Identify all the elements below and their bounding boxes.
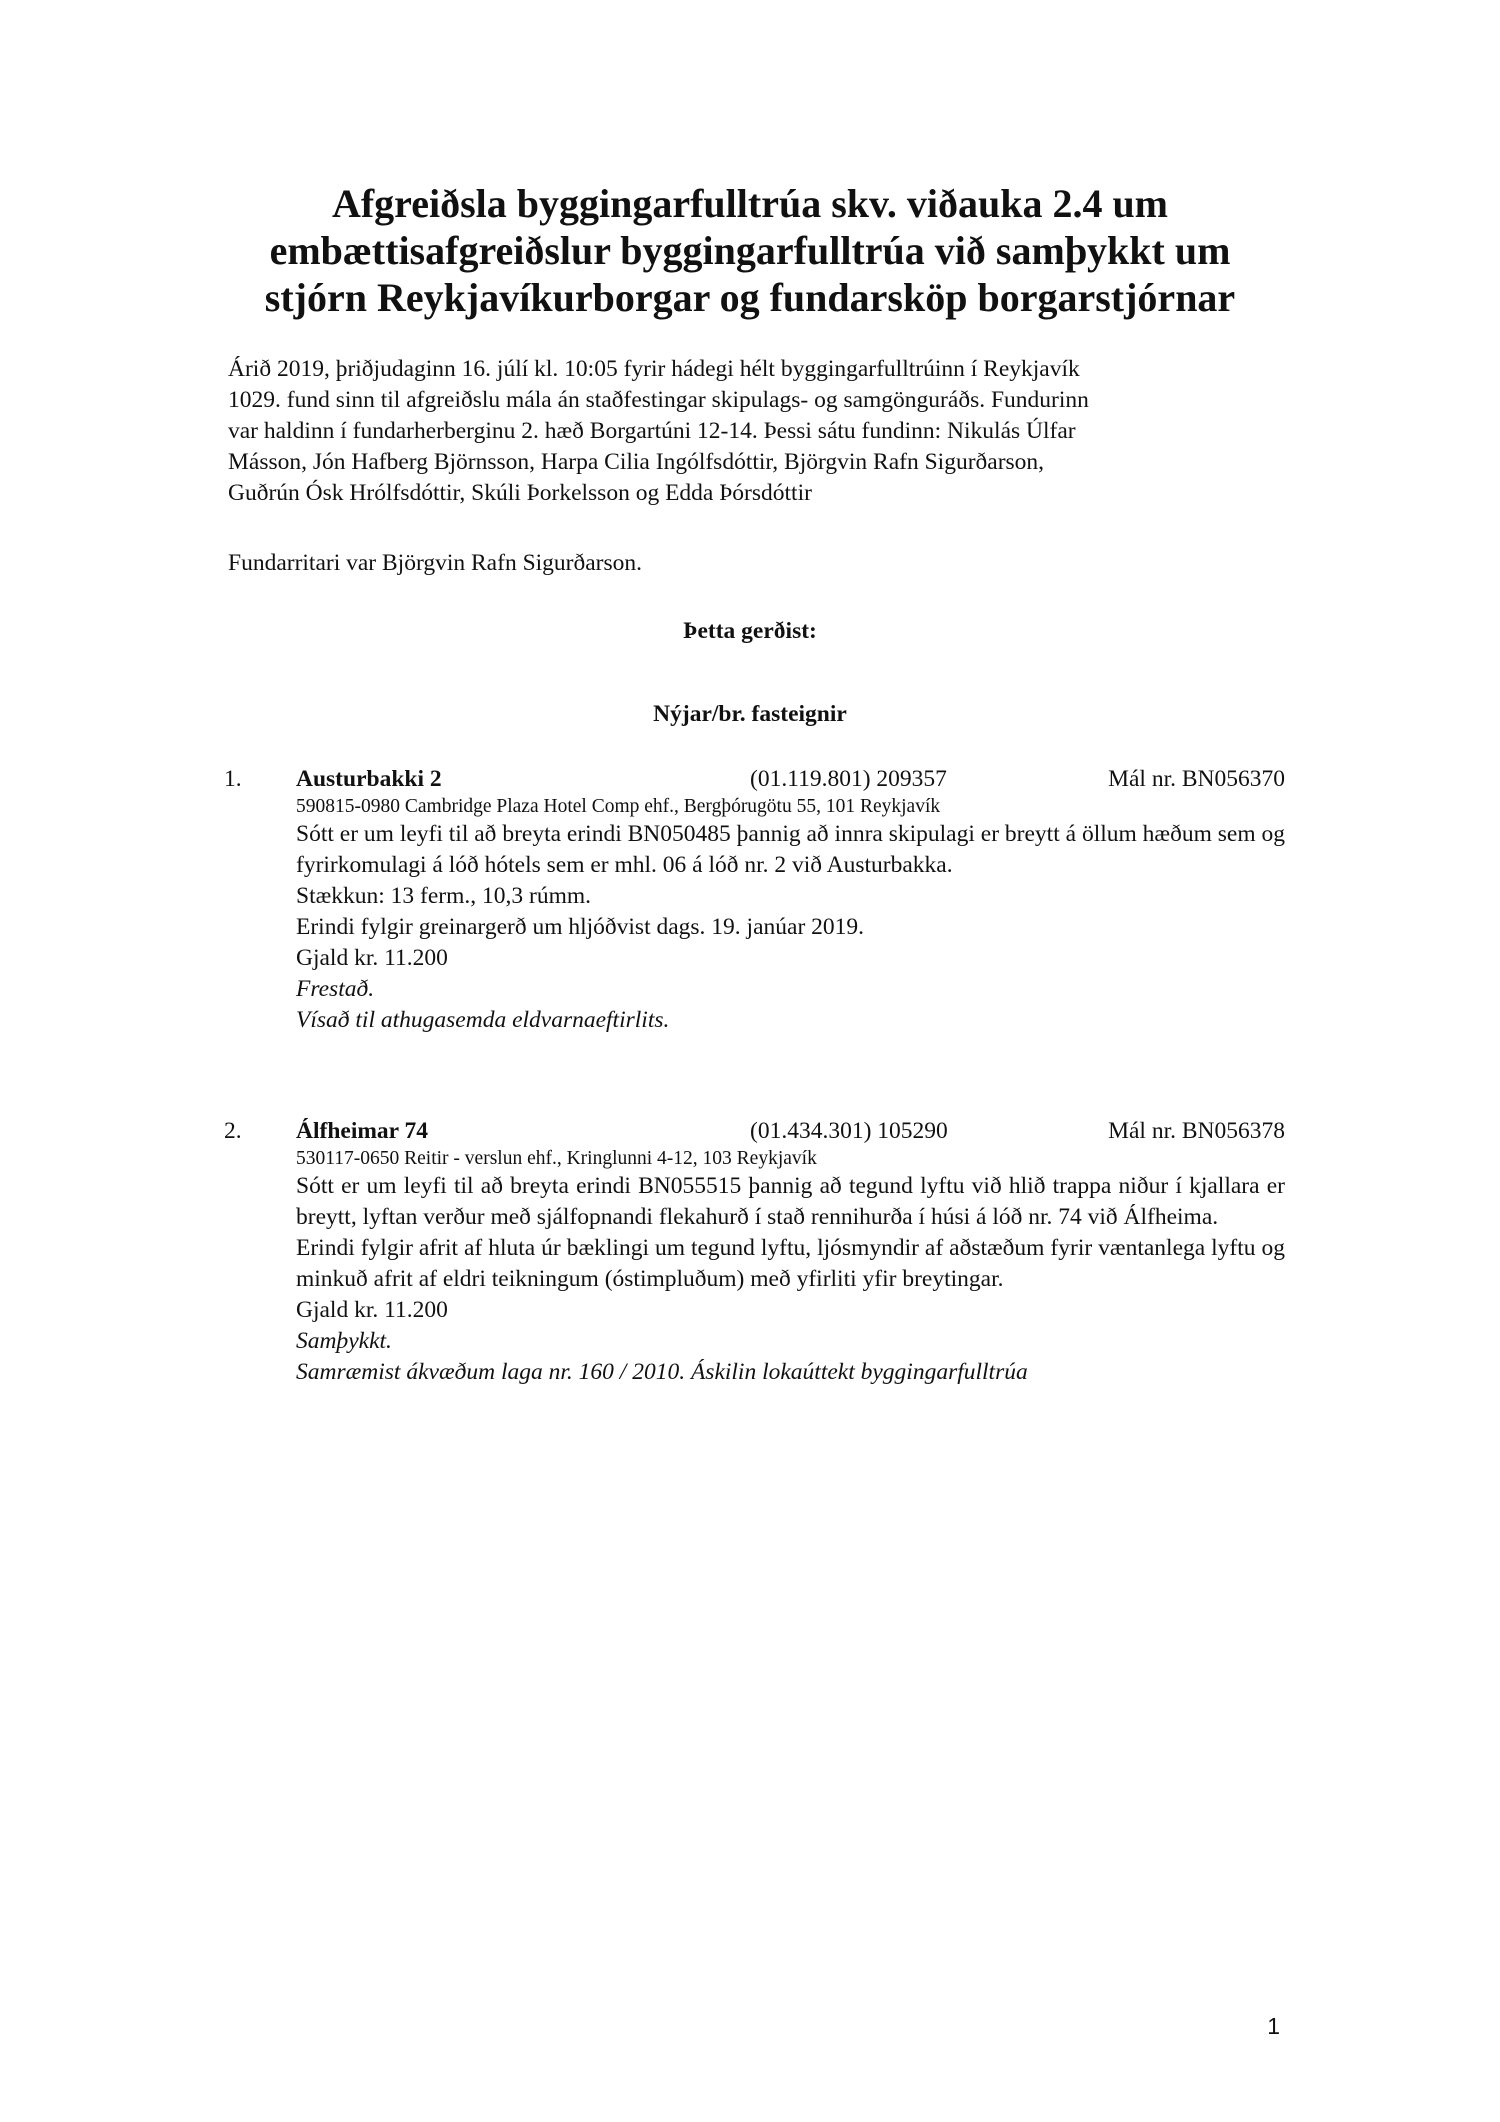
case-result-note: Samræmist ákvæðum laga nr. 160 / 2010. Áskilin lokaúttekt byggingarfulltrúa [296,1359,1028,1385]
intro-line-2: 1029. fund sinn til afgreiðslu mála án staðfestingar skipulags- og samgönguráðs. Fundurinn [228,387,1089,413]
case-address: Austurbakki 2 [296,766,442,792]
case-description: Sótt er um leyfi til að breyta erindi BN050485 þannig að innra skipulagi er breytt á öllum hæðum sem og fyrirkomulagi á lóð hótels sem er mhl. 06 á lóð nr. 2 við Austurbakka. [296,821,1285,878]
case-extra-line: Erindi fylgir greinargerð um hljóðvist dags. 19. janúar 2019. [296,914,865,940]
case-owner: 530117-0650 Reitir - verslun ehf., Kringlunni 4-12, 103 Reykjavík [296,1148,817,1169]
title-line-3: stjórn Reykjavíkurborgar og fundarsköp borgarstjórnar [264,275,1236,320]
heading-happened: Þetta gerðist: [683,618,817,644]
intro-line-3: var haldinn í fundarherberginu 2. hæð Borgartúni 12-14. Þessi sátu fundinn: Nikulás Úlfar [228,418,1076,444]
case-extra-line: Stækkun: 13 ferm., 10,3 rúmm. [296,883,592,909]
case-land-id: (01.434.301) 105290 [750,1118,948,1144]
meeting-intro [228,354,1288,509]
case-land-id: (01.119.801) 209357 [750,766,947,792]
case-item [220,1116,1285,1388]
intro-line-1: Árið 2019, þriðjudaginn 16. júlí kl. 10:05 fyrir hádegi hélt byggingarfulltrúinn í Reykjavík [228,356,1080,382]
case-result-note: Vísað til athugasemda eldvarnaeftirlits. [296,1007,670,1033]
page-number: 1 [1267,2013,1280,2039]
intro-line-4: Másson, Jón Hafberg Björnsson, Harpa Cilia Ingólfsdóttir, Björgvin Rafn Sigurðarson, [228,449,1045,475]
case-owner: 590815-0980 Cambridge Plaza Hotel Comp ehf., Bergþórugötu 55, 101 Reykjavík [296,796,941,817]
case-fee: Gjald kr. 11.200 [296,945,448,971]
case-number: 1. [224,766,242,792]
case-result: Samþykkt. [296,1328,392,1354]
case-header [220,764,1285,795]
case-header [220,1116,1285,1147]
case-item [220,764,1285,1036]
case-address: Álfheimar 74 [296,1118,429,1144]
heading-section: Nýjar/br. fasteignir [653,701,847,727]
case-result: Frestað. [296,976,375,1002]
intro-line-5: Guðrún Ósk Hrólfsdóttir, Skúli Þorkelsson og Edda Þórsdóttir [228,480,812,506]
case-fee: Gjald kr. 11.200 [296,1297,448,1323]
meeting-secretary: Fundarritari var Björgvin Rafn Sigurðarson. [228,550,643,576]
title-line-2: embættisafgreiðslur byggingarfulltrúa við samþykkt um [269,228,1231,273]
case-attachments: Erindi fylgir afrit af hluta úr bæklingi um tegund lyftu, ljósmyndir af aðstæðum fyrir væntanlega lyftu og minkuð afrit af eldri teikningum (óstimpluðum) með yfirliti yfir breytingar. [296,1235,1285,1292]
case-number: 2. [224,1118,242,1144]
case-number-id: Mál nr. BN056378 [1108,1118,1285,1144]
case-description: Sótt er um leyfi til að breyta erindi BN055515 þannig að tegund lyftu við hlið trappa niður í kjallara er breytt, lyftan verður með sjálfopnandi flekahurð í stað rennihurða í húsi á lóð nr. 74 við Álfheima. [296,1173,1285,1230]
case-body [296,1147,1285,1388]
case-body [296,795,1285,1036]
document-title [200,180,1300,321]
case-number-id: Mál nr. BN056370 [1108,766,1285,792]
title-line-1: Afgreiðsla byggingarfulltrúa skv. viðauka 2.4 um [331,181,1169,226]
